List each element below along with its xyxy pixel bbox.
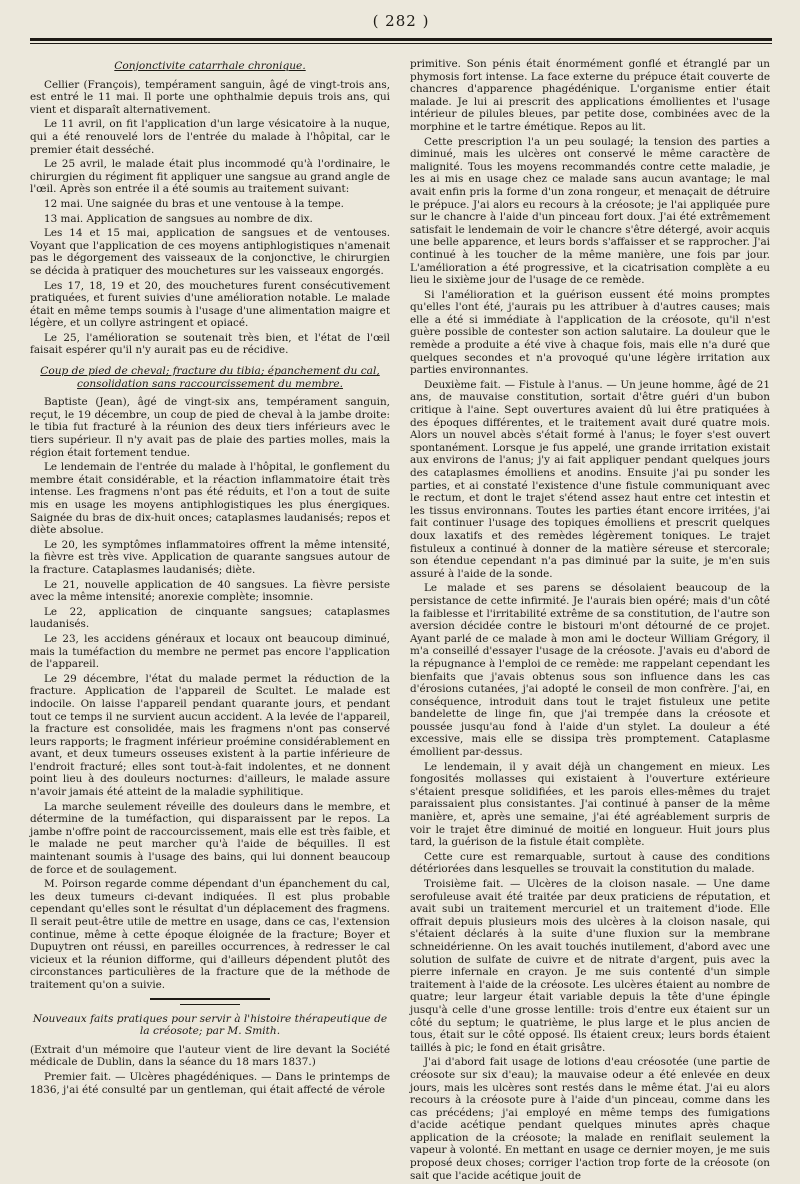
paragraph: Le 22, application de cinquante sangsues; cataplasmes laudanisés.	[30, 605, 390, 631]
paragraph: Le malade et ses parens se désolaient beaucoup de la persistance de cette infirmité. Je l'aurais bien opéré; mais d'un côté la faiblesse et l'irritabilité extrême de sa constitution, de l'autre son aversion décidée contre le bistouri m'ont détourné de ce projet. Ayant parlé de ce malade à mon ami le docteur William Grégory, il m'a conseillé d'essayer l'usage de la créosote. J'avais eu d'abord de la répugnance à l'emploi de ce remède: me rappelant cependant les bienfaits que j'avais obtenus sous son influence dans les cas d'érosions cutanées, j'ai adopté le conseil de mon confrère. J'ai, en conséquence, introduit dans tout le trajet fistuleux une petite bandelette de linge fin, que j'ai trempée dans la créosote et poussée jusqu'au fond à l'aide d'un stylet. La douleur a été excessive, mais elle se dissipa très promptement. Cataplasme émollient par-dessus.	[410, 582, 770, 759]
right-column	[410, 58, 770, 1184]
paragraph: M. Poirson regarde comme dépendant d'un épanchement du cal, les deux tumeurs ci-devant indiquées. Il est plus probable cependant qu'elles sont le résultat d'un déplacement des fragmens. Il serait peut-être utile de mettre en usage, dans ce cas, l'extension continue, même à cette époque éloignée de la fracture; Boyer et Dupuytren ont réussi, en pareilles occurrences, à redresser le cal vicieux et la réunion difforme, qui d'ailleurs dépendent plutôt des circonstances particulières de la fracture que de la méthode de traitement qu'on a suivie.	[30, 878, 390, 991]
paragraph: J'ai d'abord fait usage de lotions d'eau créosotée (une partie de créosote sur six d'eau); la mauvaise odeur a été enlevée en deux jours, mais les ulcères sont restés dans le même état. J'ai eu alors recours à la créosote pure à l'aide d'un pinceau, comme dans les cas précédens; j'ai employé en même temps des fumigations d'acide acétique pendant quelques minutes après chaque application de la créosote; la malade en reniflait seulement la vapeur à volonté. En mettant en usage ce dernier moyen, je me suis proposé deux choses; corriger l'action trop forte de la créosote (on sait que l'acide acétique jouit de	[410, 1056, 770, 1182]
paragraph: Le 25 avril, le malade était plus incommodé qu'à l'ordinaire, le chirurgien du régiment fit appliquer une sangsue au grand angle de l'œil. Après son entrée il a été soumis au traitement suivant:	[30, 158, 390, 196]
section-title-conjonctivite: Conjonctivite catarrhale chronique.	[114, 60, 306, 72]
section-title-creosote: Nouveaux faits pratiques pour servir à l'histoire thérapeutique de la créosote; par M. Smith.	[32, 1012, 388, 1038]
paragraph: Cette cure est remarquable, surtout à cause des conditions détériorées dans lesquelles se trouvait la constitution du malade.	[410, 850, 770, 876]
section-divider	[150, 998, 270, 1000]
header-rule	[30, 38, 772, 41]
paragraph: Le 21, nouvelle application de 40 sangsues. La fièvre persiste avec la même intensité; anorexie complète; insomnie.	[30, 578, 390, 604]
paragraph: Cellier (François), tempérament sanguin, âgé de vingt-trois ans, est entré le 11 mai. Il porte une ophthalmie depuis trois ans, qui vient et disparaît alternativement.	[30, 78, 390, 116]
paragraph: 12 mai. Une saignée du bras et une ventouse à la tempe.	[44, 197, 344, 210]
paragraph: Les 17, 18, 19 et 20, des mouchetures furent consécutivement pratiquées, et furent suivies d'une amélioration notable. Le malade était en même temps soumis à l'usage d'une alimentation maigre et légère, et un collyre astringent et opiacé.	[30, 279, 390, 330]
paragraph: Premier fait. — Ulcères phagédéniques. — Dans le printemps de 1836, j'ai été consulté par un gentleman, qui était affecté de vérole	[30, 1070, 390, 1096]
paragraph: 13 mai. Application de sangsues au nombre de dix.	[44, 212, 313, 225]
page-number: ( 282 )	[372, 12, 430, 30]
paragraph: Cette prescription l'a un peu soulagé; la tension des parties a diminué, mais les ulcères ont conservé le même caractère de malignité. Tous les moyens recommandés contre cette maladie, je les ai mis en usage chez ce malade sans aucun avantage; le mal avait enfin pris la forme d'un zona rongeur, et menaçait de détruire le prépuce. J'ai alors eu recours à la créosote; je l'ai appliquée pure sur le chancre à l'aide d'un pinceau fort doux. J'ai été extrêmement satisfait le lendemain de voir le chancre s'être détergé, avoir acquis une belle apparence, et leurs bords s'affaisser et se rapprocher. J'ai continué à les toucher de la même manière, une fois par jour. L'amélioration a été progressive, et la cicatrisation complète a eu lieu le sixième jour de l'usage de ce remède.	[410, 135, 770, 287]
paragraph: Le 25, l'amélioration se soutenait très bien, et l'état de l'œil faisait espérer qu'il n'y aurait pas eu de récidive.	[30, 331, 390, 357]
paragraph: Le 23, les accidens généraux et locaux ont beaucoup diminué, mais la tuméfaction du membre ne permet pas encore l'application de l'appareil.	[30, 632, 390, 671]
paragraph: La marche seulement réveille des douleurs dans le membre, et détermine de la tuméfaction, qui disparaissent par le repos. La jambe n'offre point de raccourcissement, mais elle est très faible, et le malade ne peut marcher qu'à l'aide de béquilles. Il est maintenant soumis à l'usage des bains, qui lui donnent beaucoup de force et de soulagement.	[30, 800, 390, 876]
paragraph: Le lendemain de l'entrée du malade à l'hôpital, le gonflement du membre était considérable, et la réaction inflammatoire était très intense. Les fragmens n'ont pas été réduits, et l'on a tout de suite mis en usage les moyens antiphlogistiques les plus énergiques. Saignée du bras de dix-huit onces; cataplasmes laudanisés; repos et diète absolue.	[30, 461, 390, 537]
section-title-fracture: Coup de pied de cheval; fracture du tibia; épanchement du cal, consolidation sans raccourcissement du membre.	[40, 365, 380, 390]
paragraph: Les 14 et 15 mai, application de sangsues et de ventouses. Voyant que l'application de ces moyens antiphlogistiques n'amenait pas le dégorgement des vaisseaux de la conjonctive, le chirurgien se décida à pratiquer des mouchetures sur les vaisseaux engorgés.	[30, 227, 390, 277]
paragraph: Si l'amélioration et la guérison eussent été moins promptes qu'elles l'ont été, j'aurais pu les attribuer à d'autres causes; mais elle a été si immédiate à l'application de la créosote, qu'il n'est guère possible de contester son action salutaire. La douleur que le remède a produite a été vive à chaque fois, mais elle n'a duré que quelques secondes et n'a provoqué qu'une légère irritation aux parties environnantes.	[410, 288, 770, 377]
paragraph: Deuxième fait. — Fistule à l'anus. — Un jeune homme, âgé de 21 ans, de mauvaise constitution, sortait d'être guéri d'un bubon critique à l'aine. Sept ouvertures avaient dû lui être pratiquées à des époques différentes, et le traitement avait duré quatre mois. Alors un nouvel abcès s'était formé à l'anus; le foyer s'est ouvert spontanément. Lorsque je fus appelé, une grande irritation existait aux environs de l'anus; j'y ai fait appliquer pendant quelques jours des cataplasmes émolliens et anodins. Ensuite j'ai pu sonder les parties, et ai constaté l'existence d'une fistule communiquant avec le rectum, et dont le trajet s'étend assez haut entre cet intestin et les tissus environnans. Toutes les parties étant encore irritées, j'ai fait continuer l'usage des topiques émolliens et prescrit quelques doux laxatifs et des remèdes légèrement toniques. Le trajet fistuleux a continué à donner de la matière séreuse et stercorale; son étendue cependant n'a pas diminué par la suite, je m'en suis assuré à l'aide de la sonde.	[410, 378, 770, 580]
paragraph: Troisième fait. — Ulcères de la cloison nasale. — Une dame serofuleuse avait été traitée par deux praticiens de réputation, et avait subi un traitement mercuriel et un traitement d'iode. Elle offrait depuis plusieurs mois des ulcères à la cloison nasale, qui s'étaient déclarés à la suite d'une fluxion sur la membrane schneidérienne. On les avait touchés inutilement, d'abord avec une solution de sulfate de cuivre et de nitrate d'argent, puis avec la pierre infernale en crayon. Je me suis contenté d'un simple traitement à l'aide de la créosote. Les ulcères étaient au nombre de quatre; leur largeur était variable depuis la tête d'une épingle jusqu'à celle d'une grosse lentille: trois d'entre eux étaient sur un côté du septum; le quatrième, le plus large et le plus ancien de tous, était sur le côté opposé. Ils étaient creux; leurs bords étaient taillés à pic; le fond en était grisâtre.	[410, 878, 770, 1054]
paragraph: Le 29 décembre, l'état du malade permet la réduction de la fracture. Application de l'appareil de Scultet. Le malade est indocile. On laisse l'appareil pendant quarante jours, et pendant tout ce temps il ne survient aucun accident. A la levée de l'appareil, la fracture est consolidée, mais les fragmens n'ont pas conservé leurs rapports; le fragment inférieur proémine considérablement en avant, et deux tumeurs osseuses existent à la partie inférieure de l'endroit fracturé; elles sont tout-à-fait indolentes, et ne donnent point lieu à des douleurs nocturnes: d'ailleurs, le malade assure n'avoir jamais été atteint de la maladie syphilitique.	[30, 672, 390, 799]
text-columns	[30, 58, 772, 1184]
paragraph: primitive. Son pénis était énormément gonflé et étranglé par un phymosis fort intense. La face externe du prépuce était couverte de chancres d'apparence phagédénique. L'organisme entier était malade. Je lui ai prescrit des applications émollientes et l'usage intérieur de pilules bleues, par petite dose, combinées avec de la morphine et le tartre émétique. Repos au lit.	[410, 58, 770, 133]
paragraph: Le lendemain, il y avait déjà un changement en mieux. Les fongosités mollasses qui existaient à l'ouverture extérieure s'étaient presque solidifiées, et les parois elles-mêmes du trajet paraissaient plus consistantes. J'ai continué à panser de la même manière, et, après une semaine, j'ai été agréablement surpris de voir le trajet être diminué de moitié en longueur. Huit jours plus tard, la guérison de la fistule était complète.	[410, 760, 770, 849]
left-column	[30, 58, 390, 1184]
extract-note: (Extrait d'un mémoire que l'auteur vient de lire devant la Société médicale de Dublin, dans la séance du 18 mars 1837.)	[30, 1043, 390, 1069]
paragraph: Baptiste (Jean), âgé de vingt-six ans, tempérament sanguin, reçut, le 19 décembre, un coup de pied de cheval à la jambe droite: le tibia fut fracturé à la réunion des deux tiers inférieurs avec le tiers supérieur. Il n'y avait pas de plaie des parties molles, mais la région était fortement tendue.	[30, 396, 390, 459]
header-rule-thin	[30, 43, 772, 44]
paragraph: Le 11 avril, on fit l'application d'un large vésicatoire à la nuque, qui a été renouvelé lors de l'entrée du malade à l'hôpital, car le premier était desséché.	[30, 118, 390, 156]
section-divider-thin	[180, 1004, 240, 1005]
paragraph: Le 20, les symptômes inflammatoires offrent la même intensité, la fièvre est très vive. Application de quarante sangsues autour de la fracture. Cataplasmes laudanisés; diète.	[30, 538, 390, 576]
